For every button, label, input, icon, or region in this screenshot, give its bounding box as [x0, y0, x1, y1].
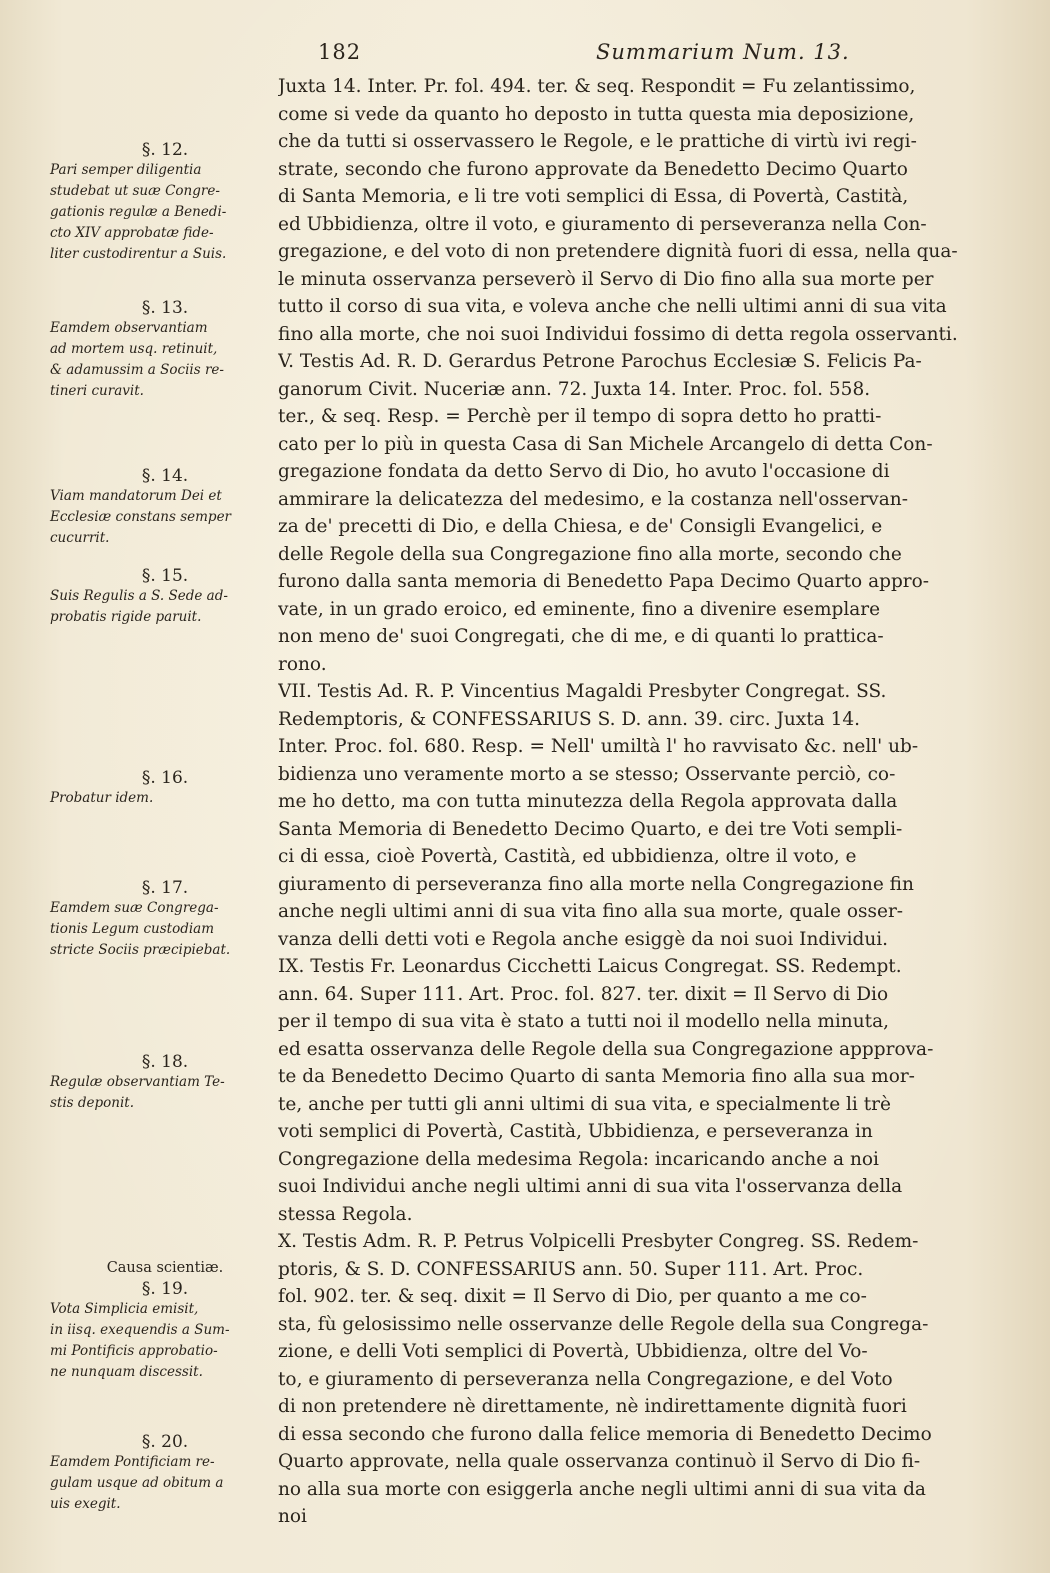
text-line: te da Benedetto Decimo Quarto di santa Memoria fino alla sua mor-	[278, 1066, 915, 1087]
margin-note-line: probatis rigide paruit.	[50, 609, 202, 625]
margin-note-line: Eamdem suæ Congrega-	[50, 900, 219, 916]
margin-note	[40, 878, 290, 961]
section-number: §. 18.	[141, 1052, 189, 1072]
text-line: fino alla morte, che noi suoi Individui fossimo di detta regola osservanti.	[278, 323, 958, 345]
text-line: Congregazione della medesima Regola: incaricando anche a noi	[278, 1148, 879, 1170]
text-line: gregazione, e del voto di non pretendere dignità fuori di essa, nella qua-	[278, 241, 958, 262]
text-line: per il tempo di sua vita è stato a tutti noi il modello nella minuta,	[278, 1011, 889, 1032]
margin-note-line: uis exegit.	[50, 1496, 121, 1512]
text-line: to, e giuramento di perseveranza nella Congregazione, e del Voto	[278, 1368, 893, 1390]
margin-note	[40, 298, 290, 402]
margin-note-line: Suis Regulis a S. Sede ad-	[50, 588, 228, 604]
margin-note-line: Ecclesiæ constans semper	[50, 509, 232, 525]
text-line: IX. Testis Fr. Leonardus Cicchetti Laicus Congregat. SS. Redempt.	[278, 956, 902, 977]
text-line: Quarto approvate, nella quale osservanza continuò il Servo di Dio fi-	[278, 1451, 921, 1472]
margin-note-heading: Causa scientiæ.	[106, 1260, 224, 1276]
text-line: delle Regole della sua Congregazione fino alla morte, secondo che	[278, 543, 902, 565]
section-number: §. 20.	[141, 1432, 189, 1452]
text-line: ci di essa, cioè Povertà, Castità, ed ubbidienza, oltre il voto, e	[278, 846, 857, 867]
margin-note-line: & adamussim a Sociis re-	[50, 362, 224, 378]
text-line: gregazione fondata da detto Servo di Dio, ho avuto l'occasione di	[278, 461, 890, 482]
text-line: za de' precetti di Dio, e della Chiesa, e de' Consigli Evangelici, e	[278, 516, 883, 537]
text-line: V. Testis Ad. R. D. Gerardus Petrone Parochus Ecclesiæ S. Felicis Pa-	[278, 351, 922, 372]
margin-note-line: stricte Sociis præcipiebat.	[50, 942, 231, 958]
margin-note-line: tionis Legum custodiam	[50, 921, 215, 937]
margin-note	[40, 466, 290, 549]
margin-note-line: gationis regulæ a Benedi-	[50, 204, 227, 220]
margin-note-line: tineri curavit.	[50, 383, 144, 399]
text-line: VII. Testis Ad. R. P. Vincentius Magaldi Presbyter Congregat. SS.	[278, 681, 887, 702]
text-line: ed esatta osservanza delle Regole della sua Congregazione appprova-	[278, 1038, 934, 1060]
running-head: Summarium Num. 13.	[596, 40, 850, 64]
text-line: vanza delli detti voti e Regola anche esiggè da noi suoi Individui.	[278, 928, 889, 950]
text-line: giuramento di perseveranza fino alla morte nella Congregazione fin	[278, 873, 914, 895]
text-line: me ho detto, ma con tutta minutezza della Regola approvata dalla	[278, 791, 898, 812]
text-line: di essa secondo che furono dalla felice memoria di Benedetto Decimo	[278, 1423, 932, 1445]
section-number: §. 19.	[141, 1279, 189, 1299]
margin-note-line: cto XIV approbatæ fide-	[50, 225, 214, 241]
text-line: ammirare la delicatezza del medesimo, e la costanza nell'osservan-	[278, 488, 908, 510]
margin-note-line: Vota Simplicia emisit,	[50, 1301, 199, 1317]
text-line: ann. 64. Super 111. Art. Proc. fol. 827. ter. dixit = Il Servo di Dio	[278, 983, 889, 1005]
margin-note	[40, 1258, 290, 1383]
text-line: noi	[278, 1506, 307, 1527]
text-line: ed Ubbidienza, oltre il voto, e giuramento di perseveranza nella Con-	[278, 213, 927, 235]
margin-note-line: Regulæ observantiam Te-	[50, 1074, 225, 1090]
text-line: Juxta 14. Inter. Pr. fol. 494. ter. & seq. Respondit = Fu zelantissimo,	[278, 76, 916, 97]
section-number: §. 13.	[141, 298, 189, 318]
text-line: bidienza uno veramente morto a se stesso; Osservante perciò, co-	[278, 763, 896, 785]
text-line: le minuta osservanza perseverò il Servo di Dio fino alla sua morte per	[278, 268, 934, 290]
section-number: §. 17.	[141, 878, 189, 898]
margin-note-line: Eamdem Pontificiam re-	[50, 1454, 215, 1470]
margin-note	[40, 140, 290, 265]
margin-note-line: Pari semper diligentia	[50, 162, 202, 178]
margin-note-line: Viam mandatorum Dei et	[50, 488, 222, 504]
text-line: rono.	[278, 653, 327, 675]
text-line: ter., & seq. Resp. = Perchè per il tempo di sopra detto ho pratti-	[278, 406, 882, 427]
text-line: vate, in un grado eroico, ed eminente, fino a divenire esemplare	[278, 598, 881, 620]
text-line: tutto il corso di sua vita, e voleva anche che nelli ultimi anni di sua vita	[278, 296, 947, 317]
text-line: sta, fù gelosissimo nelle osservanze delle Regole della sua Congrega-	[278, 1313, 929, 1335]
text-line: che da tutti si osservassero le Regole, e le prattiche di virtù ivi regi-	[278, 131, 917, 152]
text-line: furono dalla santa memoria di Benedetto Papa Decimo Quarto appro-	[278, 571, 930, 592]
text-line: strate, secondo che furono approvate da Benedetto Decimo Quarto	[278, 158, 908, 180]
text-line: Inter. Proc. fol. 680. Resp. = Nell' umiltà l' ho ravvisato &c. nell' ub-	[278, 736, 919, 757]
section-number: §. 14.	[141, 466, 189, 486]
text-line: zione, e delli Voti semplici di Povertà, Ubbidienza, oltre del Vo-	[278, 1341, 868, 1362]
text-line: di non pretendere nè direttamente, nè indirettamente dignità fuori	[278, 1396, 907, 1417]
margin-note-line: liter custodirentur a Suis.	[50, 246, 227, 262]
section-number: §. 15.	[141, 566, 189, 586]
margin-note-line: cucurrit.	[50, 530, 110, 546]
text-line: voti semplici di Povertà, Castità, Ubbidienza, e perseveranza in	[278, 1121, 873, 1142]
text-line: no alla sua morte con esiggerla anche negli ultimi anni di sua vita da	[278, 1478, 926, 1500]
margin-note-line: stis deponit.	[50, 1095, 135, 1111]
margin-note-line: studebat ut suæ Congre-	[50, 183, 220, 199]
text-line: di Santa Memoria, e li tre voti semplici di Essa, di Povertà, Castità,	[278, 186, 909, 207]
body-text	[278, 73, 1020, 1531]
text-line: come si vede da quanto ho deposto in tutta questa mia deposizione,	[278, 103, 915, 125]
margin-note	[40, 566, 290, 628]
margin-note-line: in iisq. exequendis a Sum-	[50, 1322, 230, 1338]
text-line: ptoris, & S. D. CONFESSARIUS ann. 50. Super 111. Art. Proc.	[278, 1258, 864, 1280]
text-line: fol. 902. ter. & seq. dixit = Il Servo di Dio, per quanto a me co-	[278, 1286, 867, 1307]
text-line: te, anche per tutti gli anni ultimi di sua vita, e specialmente li trè	[278, 1093, 891, 1115]
text-line: suoi Individui anche negli ultimi anni di sua vita l'osservanza della	[278, 1176, 903, 1197]
margin-note-line: Probatur idem.	[50, 790, 154, 806]
margin-note	[40, 1052, 290, 1114]
margin-note-line: gulam usque ad obitum a	[50, 1475, 224, 1491]
text-line: non meno de' suoi Congregati, che di me, e di quanti lo prattica-	[278, 626, 884, 647]
text-line: stessa Regola.	[278, 1203, 413, 1225]
margin-note-line: ad mortem usq. retinuit,	[50, 341, 218, 357]
page-number: 182	[318, 40, 362, 64]
margin-note-line: Eamdem observantiam	[50, 320, 208, 336]
text-line: Redemptoris, & CONFESSARIUS S. D. ann. 39. circ. Juxta 14.	[278, 708, 861, 730]
text-line: X. Testis Adm. R. P. Petrus Volpicelli Presbyter Congreg. SS. Redem-	[278, 1231, 919, 1252]
text-line: Santa Memoria di Benedetto Decimo Quarto, e dei tre Voti sempli-	[278, 818, 903, 840]
margin-note	[40, 1432, 290, 1515]
text-line: anche negli ultimi anni di sua vita fino alla sua morte, quale osser-	[278, 901, 904, 922]
section-number: §. 12.	[141, 140, 189, 160]
margin-note	[40, 768, 290, 809]
text-line: ganorum Civit. Nuceriæ ann. 72. Juxta 14. Inter. Proc. fol. 558.	[278, 378, 871, 400]
section-number: §. 16.	[141, 768, 189, 788]
margin-note-line: mi Pontificis approbatio-	[50, 1343, 218, 1359]
margin-note-line: ne nunquam discessit.	[50, 1364, 203, 1380]
text-line: cato per lo più in questa Casa di San Michele Arcangelo di detta Con-	[278, 433, 933, 455]
